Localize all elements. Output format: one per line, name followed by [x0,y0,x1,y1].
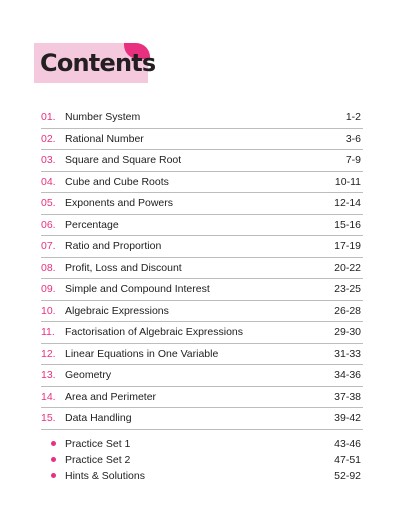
chapter-number: 01. [41,111,56,124]
extra-row [41,468,363,484]
chapter-title: Number System [65,111,141,124]
bullet-icon [41,470,65,482]
extra-row [41,436,363,452]
chapter-number: 11. [41,326,55,339]
table-of-contents [41,107,363,484]
toc-row [41,107,363,129]
chapter-list [41,107,363,430]
chapter-title: Data Handling [65,412,132,425]
toc-row [41,150,363,172]
toc-row [41,236,363,258]
chapter-number: 09. [41,283,56,296]
toc-row [41,258,363,280]
chapter-title: Square and Square Root [65,154,182,167]
toc-row [41,344,363,366]
toc-row [41,387,363,409]
page-range: 15-16 [334,218,361,231]
bullet-icon [41,454,65,466]
page-range: 43-46 [334,437,361,450]
chapter-number: 15. [41,412,56,425]
chapter-number: 03. [41,154,56,167]
chapter-title: Exponents and Powers [65,197,173,210]
chapter-title: Percentage [65,218,119,231]
chapter-number: 13. [41,369,56,382]
page-range: 17-19 [334,240,361,253]
page-range: 7-9 [345,154,361,167]
page-range: 26-28 [334,304,361,317]
toc-row [41,301,363,323]
toc-row [41,193,363,215]
toc-row [41,322,363,344]
page-title: Contents [40,49,156,77]
chapter-number: 12. [41,347,56,360]
chapter-number: 04. [41,175,56,188]
extra-title: Practice Set 1 [65,437,131,450]
toc-row [41,172,363,194]
chapter-number: 06. [41,218,56,231]
bullet-dot [51,473,56,478]
chapter-title: Profit, Loss and Discount [65,261,182,274]
extra-title: Hints & Solutions [65,469,145,482]
extras-list [41,436,363,484]
chapter-title: Simple and Compound Interest [65,283,210,296]
page-range: 3-6 [345,132,361,145]
chapter-title: Factorisation of Algebraic Expressions [65,326,244,339]
page-range: 34-36 [334,369,361,382]
page-range: 52-92 [334,469,361,482]
chapter-number: 05. [41,197,56,210]
contents-heading-banner [34,43,156,83]
page-range: 23-25 [334,283,361,296]
chapter-number: 10. [41,304,56,317]
bullet-dot [51,441,56,446]
toc-row [41,365,363,387]
page-range: 29-30 [334,326,361,339]
page-range: 10-11 [334,175,361,188]
chapter-number: 02. [41,132,56,145]
chapter-title: Area and Perimeter [65,390,157,403]
toc-row [41,215,363,237]
page-range: 47-51 [334,453,361,466]
chapter-title: Ratio and Proportion [65,240,162,253]
page-range: 31-33 [334,347,361,360]
bullet-icon [41,438,65,450]
extra-row [41,452,363,468]
chapter-title: Cube and Cube Roots [65,175,169,188]
bullet-dot [51,457,56,462]
chapter-number: 14. [41,390,56,403]
page-range: 20-22 [334,261,361,274]
chapter-number: 07. [41,240,56,253]
toc-row [41,408,363,430]
toc-row [41,279,363,301]
page-range: 39-42 [334,412,361,425]
chapter-title: Algebraic Expressions [65,304,169,317]
chapter-number: 08. [41,261,56,274]
chapter-title: Rational Number [65,132,144,145]
extra-title: Practice Set 2 [65,453,131,466]
page-range: 37-38 [334,390,361,403]
chapter-title: Geometry [65,369,112,382]
chapter-title: Linear Equations in One Variable [65,347,219,360]
toc-row [41,129,363,151]
page-range: 12-14 [334,197,361,210]
page-range: 1-2 [345,111,361,124]
